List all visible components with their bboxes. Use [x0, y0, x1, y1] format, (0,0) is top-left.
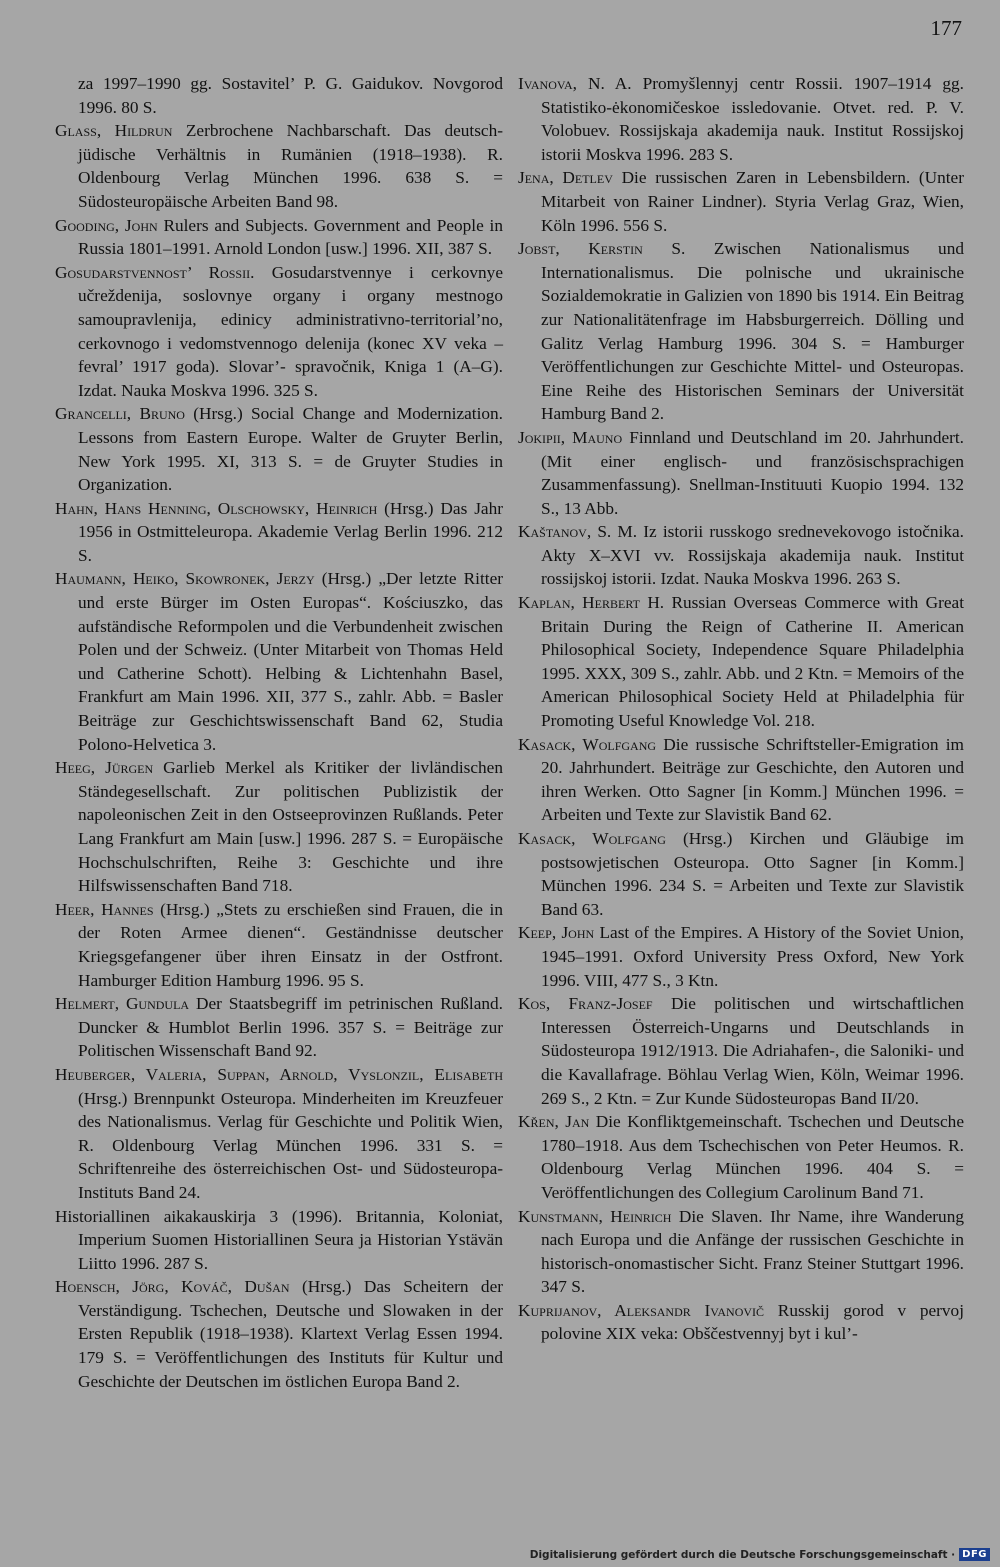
entry-text: Die russischen Zaren in Lebensbildern. (Unter Mitarbeit von Rainer Lindner). Styria Verlag Graz, Wien, Köln 1996. 556 S. — [541, 168, 964, 235]
bibliography-entry — [518, 1205, 964, 1299]
entry-text: za 1997–1990 gg. Sostavitel’ P. G. Gaidukov. Novgorod 1996. 80 S. — [78, 74, 503, 117]
bibliography-entry — [518, 1299, 964, 1346]
right-column — [518, 72, 964, 1346]
entry-text: Last of the Empires. A History of the Soviet Union, 1945–1991. Oxford University Press Oxford, New York 1996. VIII, 477 S., 3 Ktn. — [541, 923, 964, 990]
entry-text: Russkij gorod v pervoj polovine XIX veka: Obščestvennyj byt i kul’- — [541, 1300, 965, 1344]
entry-author: Jokipii, Mauno — [518, 427, 623, 447]
entry-author: Grancelli, Bruno — [55, 404, 185, 424]
entry-author: Kaplan, Herbert — [518, 593, 640, 613]
entry-author: Kasack, Wolfgang — [518, 734, 657, 754]
entry-author: Kunstmann, Heinrich — [518, 1206, 672, 1226]
entry-text: 3 (1996). Britannia, Koloniat, Imperium Suomen Historiallinen Seura ja Historian Ystävän Liitto 1996. 287 S. — [78, 1206, 503, 1273]
bibliography-entry — [55, 214, 503, 261]
entry-text: Gosudarstvennye i cerkovnye učreždenija, soslovnye organy i organy mestnogo samoupravlenija, edinicy administrativno-territorial’no, cerkovnogo i vedomstvennogo delenija (konec XV veka – fevral’ 1917 goda). Slovar’- spravočnik, Kniga 1 (A–G). Izdat. Nauka Moskva 1996. 325 S. — [78, 262, 503, 400]
bibliography-entry — [55, 402, 503, 496]
entry-author: Helmert, Gundula — [55, 994, 190, 1014]
bibliography-entry — [518, 827, 964, 921]
bibliography-entry — [55, 567, 503, 756]
entry-text: Zerbrochene Nachbarschaft. Das deutsch-jüdische Verhältnis in Rumänien (1918–1938). R. Oldenbourg Verlag München 1996. 638 S. = Südosteuropäische Arbeiten Band 98. — [78, 121, 504, 211]
entry-author: Haumann, Heiko, Skowronek, Jerzy — [55, 569, 315, 589]
entry-text: (Hrsg.) „Stets zu erschießen sind Frauen, die in der Roten Armee dienen“. Geständnisse deutscher Kriegsgefangener über ihren Einsatz in der Ostfront. Hamburger Edition Hamburg 1996. 95 S. — [78, 899, 503, 990]
bibliography-entry — [518, 237, 964, 426]
entry-author: Heuberger, Valeria, Suppan, Arnold, Vyslonzil, Elisabeth — [55, 1064, 503, 1084]
entry-text: Promyšlennyj centr Rossii. 1907–1914 gg. Statistiko-ėkonomičeskoe issledovanie. Otvet. red. P. V. Volobuev. Rossijskaja akademija nauk. Institut Rossijskoj istorii Moskva 1996. 283 S. — [541, 74, 965, 164]
bibliography-entry — [55, 1205, 503, 1276]
entry-author: Jena, Detlev — [518, 168, 613, 188]
bibliography-entry — [518, 72, 964, 166]
entry-text: (Hrsg.) Kirchen und Gläubige im postsowjetischen Osteuropa. Otto Sagner [in Komm.] München 1996. 234 S. = Arbeiten und Texte zur Slavistik Band 63. — [541, 829, 964, 919]
bibliography-entry — [518, 591, 964, 733]
entry-author: Křen, Jan — [518, 1112, 590, 1132]
entry-author: Heeg, Jürgen — [55, 758, 154, 778]
entry-text: Die Konfliktgemeinschaft. Tschechen und Deutsche 1780–1918. Aus dem Tschechischen von Peter Heumos. R. Oldenbourg Verlag München 1996. 404 S. = Veröffentlichungen des Collegium Carolinum Band 71. — [541, 1112, 964, 1202]
entry-text: Die russische Schriftsteller-Emigration im 20. Jahrhundert. Beiträge zur Geschichte, den Autoren und ihren Werken. Otto Sagner [in Komm.] München 1996. = Arbeiten und Texte zur Slavistik Band 62. — [541, 734, 964, 825]
entry-author: Glass, Hildrun — [55, 121, 173, 141]
bibliography-entry — [55, 261, 503, 403]
entry-author: Kasack, Wolfgang — [518, 829, 666, 848]
entry-text: Die Slaven. Ihr Name, ihre Wanderung nach Europa und die Anfänge der russischen Geschichte in historisch-onomastischer Sicht. Franz Steiner Stuttgart 1996. 347 S. — [541, 1206, 964, 1297]
dfg-logo: DFG — [959, 1548, 990, 1561]
bibliography-entry — [55, 992, 503, 1063]
left-column — [55, 72, 503, 1393]
entry-text: S. Zwischen Nationalismus und Internationalismus. Die polnische und ukrainische Sozialdemokratie in Galizien von 1890 bis 1914. Ein Beitrag zur Nationalitätenfrage im Habsburgerreich. Dölling und Galitz Verlag Hamburg 1996. 304 S. = Hamburger Veröffentlichungen zur Geschichte Mittel- und Osteuropas. Eine Reihe des Historischen Seminars der Universität Hamburg Band 2. — [541, 239, 964, 424]
bibliography-entry — [55, 756, 503, 898]
bibliography-entry — [518, 1110, 964, 1204]
bibliography-entry — [518, 992, 964, 1110]
bibliography-entry — [55, 72, 503, 119]
entry-author: Heer, Hannes — [55, 899, 154, 919]
entry-text: (Hrsg.) Brennpunkt Osteuropa. Minderheiten im Kreuzfeuer des Nationalismus. Verlag für Geschichte und Politik Wien, R. Oldenbourg Verlag München 1996. 331 S. = Schriftenreihe des österreichischen Ost- und Südosteuropa-Instituts Band 24. — [78, 1088, 503, 1202]
entry-author: Jobst, Kerstin — [518, 239, 643, 259]
bibliography-entry — [518, 426, 964, 520]
bibliography-entry — [55, 1275, 503, 1393]
entry-author: Gosudarstvennost’ Rossii. — [55, 262, 255, 282]
entry-text: Iz istorii russkogo srednevekovogo istočnika. Akty X–XVI vv. Rossijskaja akademija nauk. Institut rossijskoj istorii. Izdat. Nauka Moskva 1996. 263 S. — [541, 522, 965, 589]
bibliography-entry — [518, 520, 964, 591]
bibliography-entry — [55, 898, 503, 992]
entry-author: Hahn, Hans Henning, Olschowsky, Heinrich — [55, 498, 378, 518]
bibliography-entry — [55, 497, 503, 568]
entry-text: (Hrsg.) Social Change and Modernization. Lessons from Eastern Europe. Walter de Gruyter Berlin, New York 1995. XI, 313 S. = de Gruyter Studies in Organization. — [78, 404, 503, 495]
entry-author: Kos, Franz-Josef — [518, 994, 653, 1014]
digitization-footer — [530, 1548, 990, 1561]
entry-text: H. Russian Overseas Commerce with Great Britain During the Reign of Catherine II. American Philosophical Society, Independence Square Philadelphia 1995. XXX, 309 S., zahlr. Abb. und 2 Ktn. = Memoirs of the American Philosophical Society Held at Philadelphia für Promoting Useful Knowledge Vol. 218. — [541, 593, 964, 731]
page-number: 177 — [930, 16, 962, 40]
bibliography-entry — [518, 921, 964, 992]
bibliography-entry — [55, 1063, 503, 1205]
entry-text: Rulers and Subjects. Government and People in Russia 1801–1991. Arnold London [usw.] 1996. XII, 387 S. — [78, 215, 503, 259]
entry-text: Finnland und Deutschland im 20. Jahrhundert. (Mit einer englisch- und französischsprachigen Zusammenfassung). Snellman-Instituuti Kuopio 1994. 132 S., 13 Abb. — [541, 427, 965, 518]
entry-text: (Hrsg.) „Der letzte Ritter und erste Bürger im Osten Europas“. Kościuszko, das aufständische Reformpolen und die Verbundenheit zwischen Polen und der Schweiz. (Unter Mitarbeit von Thomas Held und Catherine Schott). Helbing & Lichtenhahn Basel, Frankfurt am Main 1996. XII, 377 S., zahlr. Abb. = Basler Beiträge zur Geschichtswissenschaft Band 62, Studia Polono-Helvetica 3. — [78, 569, 503, 754]
bibliography-entry — [518, 166, 964, 237]
footer-text: Digitalisierung gefördert durch die Deutsche Forschungsgemeinschaft · — [529, 1548, 956, 1561]
entry-author: Gooding, John — [55, 215, 158, 235]
entry-author: Hoensch, Jörg, Kováč, Dušan — [55, 1277, 290, 1297]
entry-author: Keep, John — [518, 923, 595, 943]
entry-author: Kuprijanov, Aleksandr Ivanovič — [518, 1300, 765, 1320]
entry-author: Historiallinen aikakauskirja — [55, 1206, 256, 1226]
bibliography-entry — [55, 119, 503, 213]
entry-author: Kaštanov, S. M. — [518, 522, 638, 542]
entry-text: (Hrsg.) Das Jahr 1956 in Ostmitteleuropa. Akademie Verlag Berlin 1996. 212 S. — [78, 498, 503, 565]
entry-text: Die politischen und wirtschaftlichen Interessen Österreich-Ungarns und Deutschlands in Südosteuropa 1912/1913. Die Adriahafen-, die Saloniki- und die Kavallafrage. Böhlau Verlag Wien, Köln, Weimar 1996. 269 S., 2 Ktn. = Zur Kunde Südosteuropas Band II/20. — [541, 994, 965, 1108]
entry-text: (Hrsg.) Das Scheitern der Verständigung. Tschechen, Deutsche und Slowaken in der Ersten Republik (1918–1938). Klartext Verlag Essen 1994. 179 S. = Veröffentlichungen des Instituts für Kultur und Geschichte der Deutschen im östlichen Europa Band 2. — [78, 1277, 503, 1391]
bibliography-entry — [518, 733, 964, 827]
entry-author: Ivanova, N. A. — [518, 74, 632, 93]
entry-text: Garlieb Merkel als Kritiker der livländischen Ständegesellschaft. Zur politischen Publizistik der napoleonischen Zeit in den Ostseeprovinzen Rußlands. Peter Lang Frankfurt am Main [usw.] 1996. 287 S. = Europäische Hochschulschriften, Reihe 3: Geschichte und ihre Hilfswissenschaften Band 718. — [78, 758, 503, 896]
entry-text: Der Staatsbegriff im petrinischen Rußland. Duncker & Humblot Berlin 1996. 357 S. = Beiträge zur Politischen Wissenschaft Band 92. — [78, 994, 503, 1061]
